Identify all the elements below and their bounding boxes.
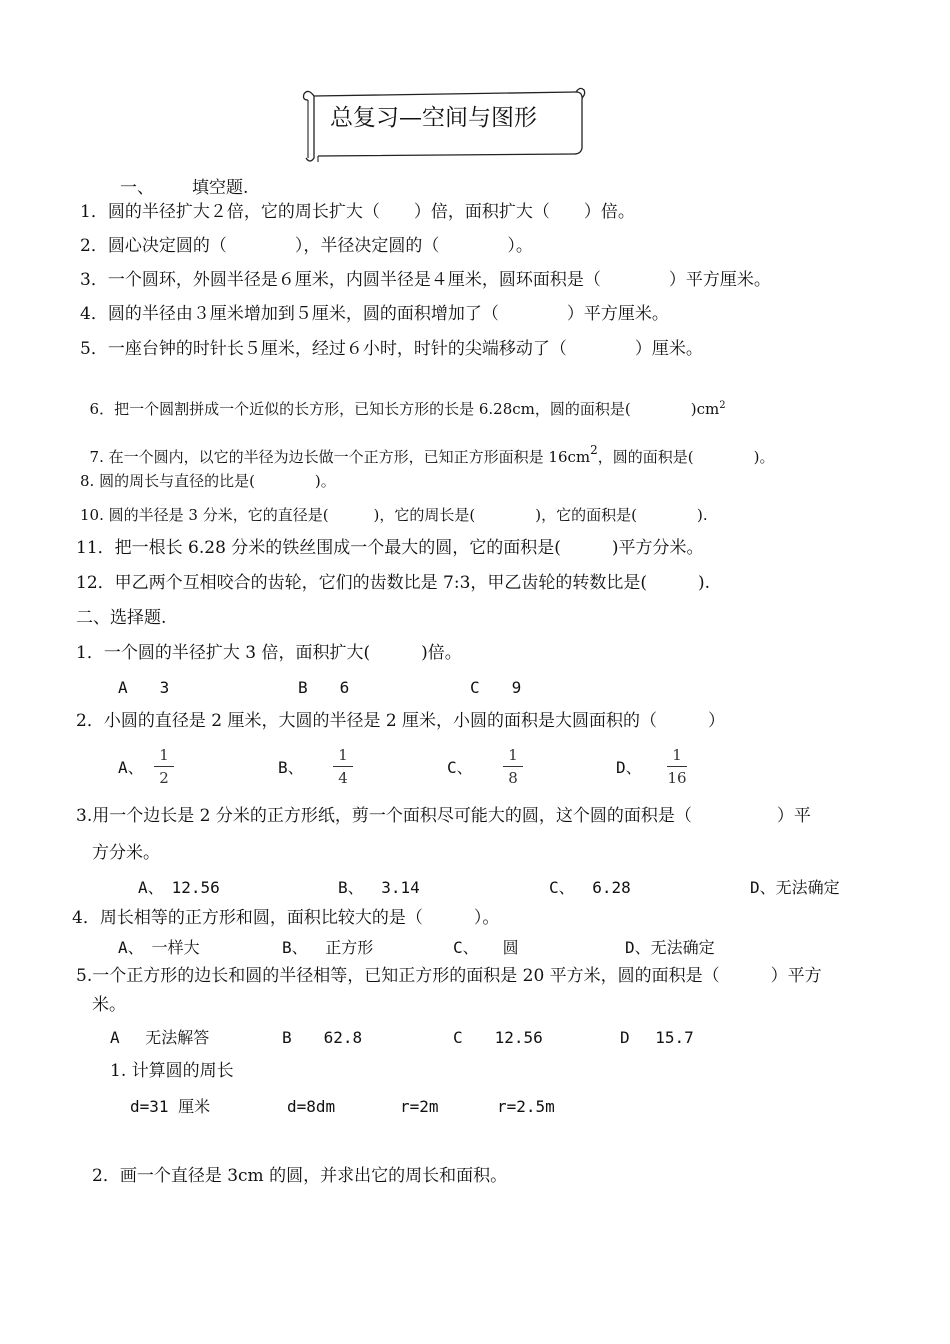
calc-value-2: d=8dm [287,1097,336,1116]
fill-item-5: 5．一座台钟的时针长５厘米，经过６小时，时针的尖端移动了（ ）厘米。 [80,339,703,359]
fill-item-7 [80,424,774,469]
choice-q4-option-a: A、 一样大 [118,938,200,957]
fill-item-6 [80,373,726,420]
choice-q3-option-b: B、 3.14 [338,878,420,897]
choice-q4-option-b: B、 正方形 [282,938,374,957]
fraction-a-denominator: 2 [159,769,169,787]
choice-q2-fraction-c [500,746,526,787]
fraction-b-numerator: 1 [338,746,348,764]
draw-q2-stem: 2．画一个直径是 3cm 的圆，并求出它的周长和面积。 [92,1166,508,1186]
page-title: 总复习—空间与图形 [330,105,537,131]
choice-q2-label-b: B、 [278,758,304,777]
fill-item-3: 3．一个圆环，外圆半径是６厘米，内圆半径是４厘米，圆环面积是（ ）平方厘米。 [80,270,771,290]
choice-q3-stem-line1: 3.用一个边长是 2 分米的正方形纸，剪一个面积尽可能大的圆，这个圆的面积是（ ）平 [76,806,811,826]
calc-value-4: r=2.5m [497,1097,555,1116]
fill-item-1: 1．圆的半径扩大２倍，它的周长扩大（ ）倍，面积扩大（ ）倍。 [80,202,635,222]
choice-q3-option-d: D、无法确定 [750,878,840,897]
choice-q4-option-c: C、 圆 [453,938,519,957]
choice-q5-option-b: B 62.8 [282,1028,363,1047]
fill-item-8: 8. 圆的周长与直径的比是( )。 [80,472,336,490]
fill-item-2: 2．圆心决定圆的（ ），半径决定圆的（ ）。 [80,236,533,256]
choice-q3-option-a: A、 12.56 [138,878,220,897]
choice-q2-fraction-a [151,746,177,787]
fraction-d-denominator: 16 [667,769,687,787]
fill-item-7-sup: 2 [590,443,598,457]
section1-number: 一、 [120,178,154,198]
choice-q3-option-c: C、 6.28 [549,878,631,897]
fill-item-11: 11．把一根长 6.28 分米的铁丝围成一个最大的圆，它的面积是( )平方分米。 [76,538,704,558]
choice-q1-option-c: C 9 [470,678,522,697]
choice-q1-stem: 1．一个圆的半径扩大 3 倍，面积扩大( )倍。 [76,643,462,663]
choice-q2-label-c: C、 [447,758,473,777]
choice-q2-fraction-b [330,746,356,787]
choice-q5-stem-line1: 5.一个正方形的边长和圆的半径相等，已知正方形的面积是 20 平方米，圆的面积是（ ）平方 [76,966,822,986]
section1-heading: 填空题. [192,178,249,198]
fraction-c-numerator: 1 [508,746,518,764]
choice-q4-stem: 4．周长相等的正方形和圆，面积比较大的是（ ）。 [72,908,500,928]
section2-heading: 二、选择题. [76,608,167,628]
fill-item-6-text: 6．把一个圆割拼成一个近似的长方形，已知长方形的长是 6.28cm，圆的面积是( )cm [89,400,720,418]
choice-q5-stem-line2: 米。 [92,995,126,1015]
fraction-c-denominator: 8 [508,769,518,787]
fill-item-12: 12．甲乙两个互相咬合的齿轮，它们的齿数比是 7:3，甲乙齿轮的转数比是( ). [76,573,711,593]
calc-q1-stem: 1. 计算圆的周长 [110,1061,234,1081]
choice-q5-option-d: D 15.7 [620,1028,694,1047]
choice-q2-label-d: D、 [616,758,642,777]
choice-q4-option-d: D、无法确定 [625,938,715,957]
choice-q5-option-c: C 12.56 [453,1028,543,1047]
fraction-a-numerator: 1 [159,746,169,764]
fraction-d-numerator: 1 [672,746,682,764]
choice-q1-option-b: B 6 [298,678,350,697]
choice-q2-label-a: A、 [118,758,144,777]
fill-item-7-text: 7. 在一个圆内，以它的半径为边长做一个正方形，已知正方形面积是 16cm [89,448,591,466]
choice-q3-stem-line2: 方分米。 [92,843,160,863]
choice-q5-option-a: A 无法解答 [110,1028,210,1047]
fill-item-4: 4．圆的半径由３厘米增加到５厘米，圆的面积增加了（ ）平方厘米。 [80,304,669,324]
fill-item-6-sup: 2 [719,400,726,411]
choice-q2-stem: 2．小圆的直径是 2 厘米，大圆的半径是 2 厘米，小圆的面积是大圆面积的（ ） [76,711,726,731]
fill-item-7-tail: ，圆的面积是( )。 [597,448,775,466]
choice-q2-fraction-d [664,746,690,787]
calc-value-1: d=31 厘米 [130,1097,211,1116]
fill-item-10: 10. 圆的半径是 3 分米，它的直径是( )，它的周长是( )，它的面积是( ). [80,506,708,524]
calc-value-3: r=2m [400,1097,439,1116]
choice-q1-option-a: A 3 [118,678,170,697]
fraction-b-denominator: 4 [338,769,348,787]
